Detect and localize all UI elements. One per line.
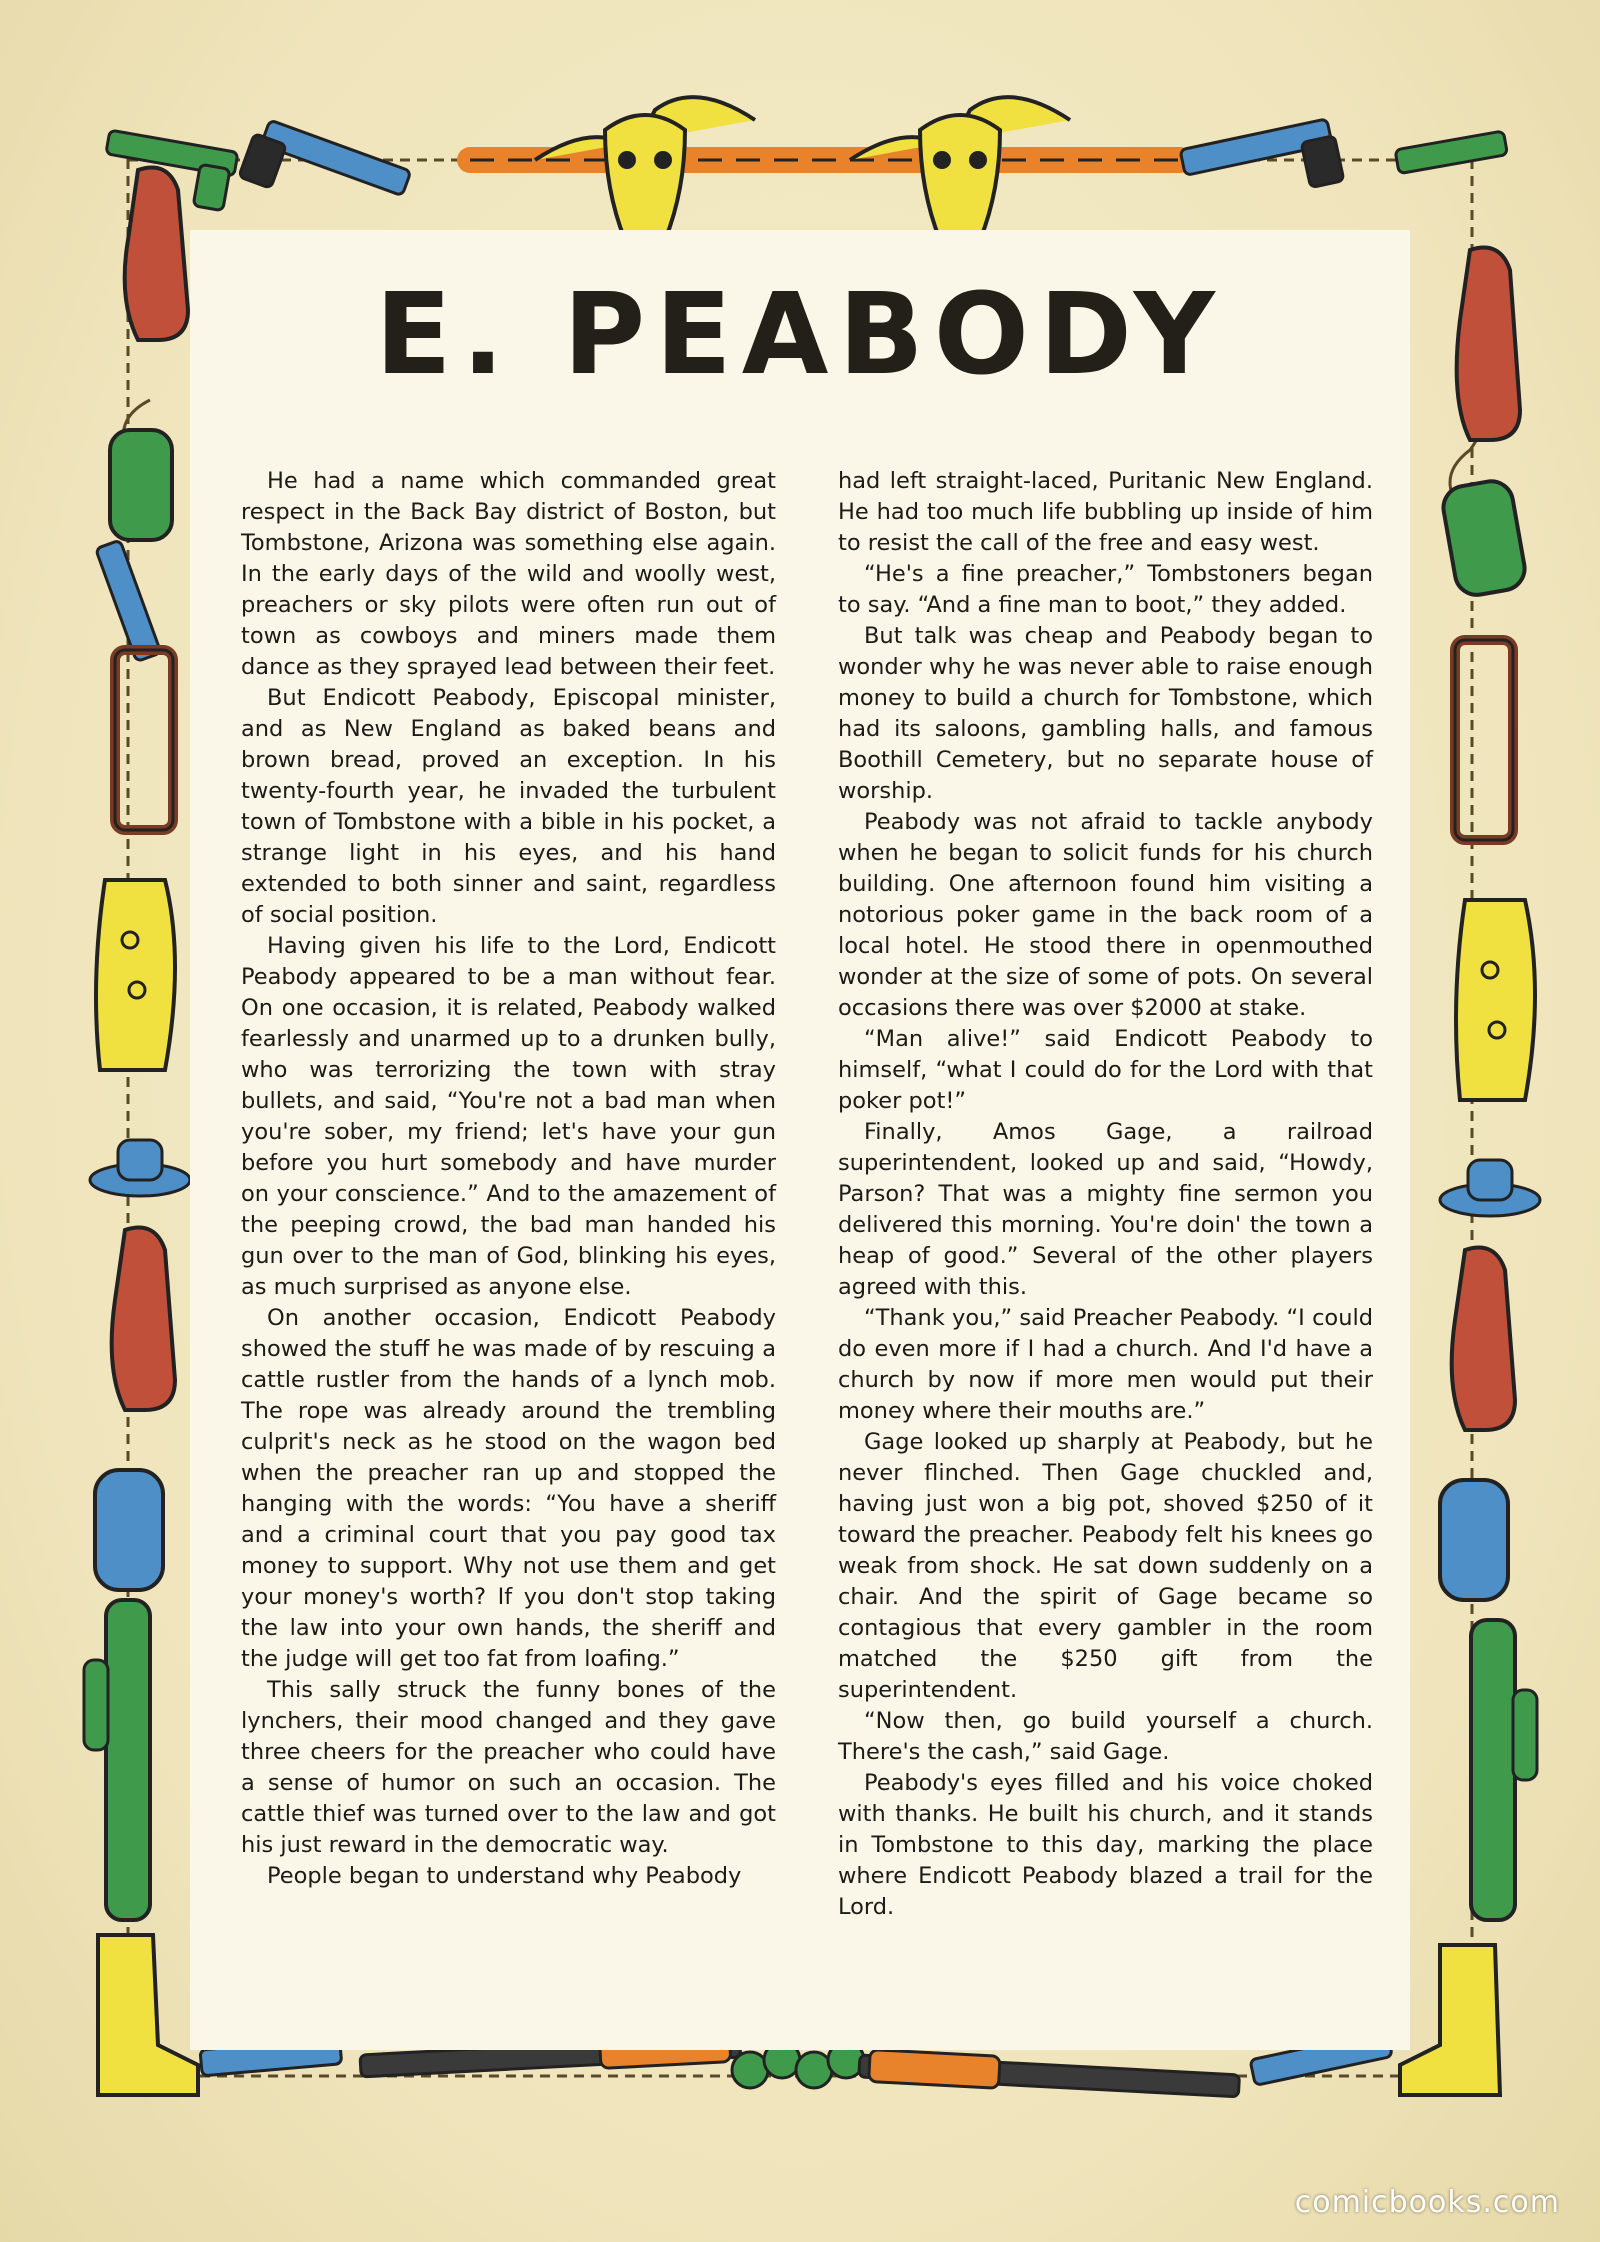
pistol-icon bbox=[1180, 118, 1344, 213]
cactus-icon bbox=[1471, 1620, 1537, 1920]
horse-head-icon bbox=[1457, 248, 1520, 441]
pistol-icon bbox=[239, 117, 411, 232]
pistol-icon bbox=[1395, 131, 1507, 174]
paragraph: Gage looked up sharply at Peabody, but he never flinched. Then Gage chuckled and, having just won a big pot, shoved $250 of it toward the preacher. Peabody felt his knees go weak from shock. He sat down suddenly on a chair. And the spirit of Gage became so contagious that every gambler in the room matched the $250 gift from the superintendent. bbox=[838, 1429, 1373, 1703]
paragraph: “Thank you,” said Preacher Peabody. “I could do even more if I had a church. And I'd have a church by now if more men would put their money where their mouths are.” bbox=[838, 1305, 1373, 1424]
rifle-icon bbox=[859, 2049, 1240, 2101]
canteen-icon bbox=[110, 430, 172, 540]
horse-head-icon bbox=[1452, 1248, 1515, 1431]
horse-head-icon bbox=[112, 1228, 175, 1411]
canteen-icon bbox=[1440, 478, 1528, 598]
paragraph: Finally, Amos Gage, a railroad superintendent, looked up and said, “Howdy, Parson? That was a mighty fine sermon you delivered this morning. You're doin' the town a heap of good.” Several of the other players agreed with this. bbox=[838, 1119, 1373, 1300]
paragraph: But talk was cheap and Peabody began to wonder why he was never able to raise enough money to build a church for Tombstone, which had its saloons, gambling halls, and famous Boothill Cemetery, but no separate house of worship. bbox=[838, 623, 1373, 804]
stirrup-icon bbox=[1455, 640, 1513, 840]
paragraph: “He's a fine preacher,” Tombstoners began to say. “And a fine man to boot,” they added. bbox=[838, 561, 1373, 618]
paragraph: “Man alive!” said Endicott Peabody to himself, “what I could do for the Lord with that poker pot!” bbox=[838, 1026, 1373, 1114]
paragraph: Having given his life to the Lord, Endicott Peabody appeared to be a man without fear. On one occasion, it is related, Peabody walked fearlessly and unarmed up to a drunken bully, who was terrorizing the town with stray bullets, and said, “You're not a bad man when you're sober, my friend; let's have your gun before you hurt somebody and have murder on your conscience.” And to the amazement of the peeping crowd, the bad man handed his gun over to the man of God, blinking his eyes, as much surprised as anyone else. bbox=[241, 933, 776, 1300]
paragraph: People began to understand why Peabody bbox=[267, 1863, 742, 1889]
canteen-icon bbox=[1440, 1480, 1508, 1600]
cowboy-hat-icon bbox=[90, 1140, 190, 1196]
cactus-icon bbox=[84, 1600, 150, 1920]
longhorn-skull-icon bbox=[850, 97, 1070, 250]
stirrup-icon bbox=[115, 650, 173, 830]
paragraph: But Endicott Peabody, Episcopal minister, and as New England as baked beans and brown bread, proved an exception. In his twenty-fourth year, he invaded the turbulent town of Tombstone with a bible in his pocket, a strange light in his eyes, and his hand extended to both sinner and saint, regardless of social position. bbox=[241, 685, 776, 928]
horse-head-icon bbox=[125, 168, 188, 341]
longhorn-skull-icon bbox=[535, 97, 755, 250]
article-title: E. PEABODY bbox=[375, 270, 1225, 400]
paragraph: had left straight-laced, Puritanic New England. He had too much life bubbling up inside of him to resist the call of the free and easy west. bbox=[838, 468, 1373, 556]
paragraph: Peabody's eyes filled and his voice choked with thanks. He built his church, and it stands in Tombstone to this day, marking the place where Endicott Peabody blazed a trail for the Lord. bbox=[838, 1770, 1373, 1920]
cowboy-hat-icon bbox=[1440, 1160, 1540, 1216]
paragraph: Peabody was not afraid to tackle anybody when he began to solicit funds for his church building. One afternoon found him visiting a notorious poker game in the back room of a local hotel. He stood there in openmouthed wonder at the size of some of pots. On several occasions there was over $2000 at stake. bbox=[838, 809, 1373, 1021]
cowboy-boot-icon bbox=[1400, 1945, 1500, 2095]
paragraph: “Now then, go build yourself a church. There's the cash,” said Gage. bbox=[838, 1708, 1373, 1765]
cowboy-boot-icon bbox=[98, 1935, 198, 2095]
holster-icon bbox=[1456, 900, 1535, 1100]
canteen-icon bbox=[95, 1470, 163, 1590]
paragraph: On another occasion, Endicott Peabody showed the stuff he was made of by rescuing a cattle rustler from the hands of a lynch mob. The rope was already around the trembling culprit's neck as he stood on the wagon bed when the preacher ran up and stopped the hanging with the words: “You have a sheriff and a criminal court that you pay good tax money to support. Why not use them and get your money's worth? If you don't stop taking the law into your own hands, the sheriff and the judge will get too fat from loafing.” bbox=[241, 1305, 776, 1672]
column-left bbox=[241, 466, 776, 1892]
column-right bbox=[838, 466, 1373, 1923]
paragraph: He had a name which commanded great respect in the Back Bay district of Boston, but Tombstone, Arizona was something else again. In the early days of the wild and woolly west, preachers or sky pilots were often run out of town as cowboys and miners made them dance as they sprayed lead between their feet. bbox=[241, 468, 776, 680]
holster-icon bbox=[96, 880, 175, 1070]
site-watermark: comicbooks.com bbox=[1294, 2185, 1560, 2220]
paragraph: This sally struck the funny bones of the lynchers, their mood changed and they gave three cheers for the preacher who could have a sense of humor on such an occasion. The cattle thief was turned over to the law and got his just reward in the democratic way. bbox=[241, 1677, 776, 1858]
